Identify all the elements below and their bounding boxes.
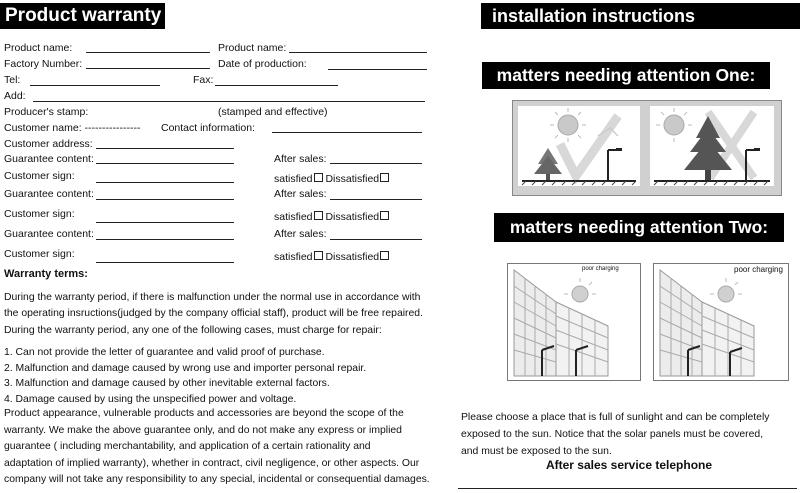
poor-charging-label-1: poor charging [582, 266, 619, 272]
after-sales-phone-field[interactable] [458, 488, 797, 489]
fax-field[interactable] [215, 85, 338, 86]
text-line: During the warranty period, if there is malfunction under the normal use in accordance with [4, 292, 421, 303]
list-item: 4. Damage caused by using the unspecified power and voltage. [4, 393, 297, 405]
dissatisfied-label: Dissatisfied [325, 173, 380, 185]
dissatisfied-checkbox[interactable] [380, 251, 389, 260]
after-sales-field-2[interactable] [330, 199, 422, 200]
attention-two-title: matters needing attention Two: [494, 213, 784, 242]
warranty-paragraph-2 [4, 406, 430, 489]
building-shadow-image-2 [654, 264, 788, 380]
text-line: warranty. We make the above guarantee only, and do not make any express or implied [4, 424, 402, 436]
factory-number-label: Factory Number: [4, 58, 83, 70]
after-sales-field-3[interactable] [330, 239, 422, 240]
customer-sign-label-3: Customer sign: [4, 248, 75, 260]
after-sales-field-1[interactable] [330, 163, 422, 164]
text-line: guarantee ( including merchantability, and application of a certain rationality and [4, 441, 371, 453]
list-item: 3. Malfunction and damage caused by other inevitable external factors. [4, 378, 330, 390]
dissatisfied-label: Dissatisfied [325, 251, 380, 263]
satisfied-label: satisfied [274, 211, 313, 223]
warranty-list [4, 345, 366, 407]
satisfied-label: satisfied [274, 173, 313, 185]
dissatisfied-checkbox[interactable] [380, 173, 389, 182]
product-name-field-1[interactable] [86, 52, 210, 53]
satisfied-checkbox[interactable] [314, 211, 323, 220]
add-label: Add: [4, 90, 26, 102]
poor-charging-panel-1 [507, 263, 641, 381]
text-line: the operating insructions(judged by the company official staff), product will be free repaired. [4, 308, 423, 320]
satisfied-checkbox[interactable] [314, 173, 323, 182]
satisfaction-row-2 [274, 211, 389, 223]
guarantee-content-label-2: Guarantee content: [4, 188, 94, 200]
list-item: 2. Malfunction and damage caused by wrong use and importer personal repair. [4, 362, 367, 374]
correct-placement-image [518, 106, 640, 186]
building-shadow-image-1 [508, 264, 640, 380]
date-of-production-label: Date of production: [218, 58, 307, 70]
dissatisfied-checkbox[interactable] [380, 211, 389, 220]
product-name-field-2[interactable] [289, 52, 427, 53]
text-line: exposed to the sun. Notice that the solar panels must be covered, [461, 429, 764, 440]
attention-one-title: matters needing attention One: [482, 62, 770, 89]
guarantee-content-label-3: Guarantee content: [4, 228, 94, 240]
product-name-label-2: Product name: [218, 42, 287, 54]
after-sales-phone-label: After sales service telephone [545, 458, 713, 472]
guarantee-content-label-1: Guarantee content: [4, 153, 94, 165]
text-line: Product appearance, vulnerable products and accessories are beyond the scope of the [4, 408, 404, 419]
date-of-production-field[interactable] [328, 69, 427, 70]
text-line: and must be exposed to the sun. [461, 446, 612, 457]
customer-sign-field-1[interactable] [96, 182, 234, 183]
installation-note [461, 409, 769, 460]
poor-charging-label-2: poor charging [734, 265, 783, 274]
contact-information-field[interactable] [272, 132, 422, 133]
address-field[interactable] [33, 101, 425, 102]
illustration-correct [518, 106, 640, 186]
after-sales-label-2: After sales: [274, 188, 327, 200]
text-line: During the warranty period, any one of the following cases, must charge for repair: [4, 324, 382, 336]
illustration-wrong [650, 106, 774, 186]
customer-sign-label-1: Customer sign: [4, 170, 75, 182]
customer-name-label: Customer name: ---------------- [4, 122, 141, 134]
customer-sign-field-3[interactable] [96, 262, 234, 263]
customer-sign-field-2[interactable] [96, 222, 234, 223]
warranty-title: Product warranty [0, 3, 165, 29]
customer-address-field[interactable] [96, 148, 234, 149]
poor-charging-panel-2 [653, 263, 789, 381]
stamped-note: (stamped and effective) [218, 106, 328, 118]
dissatisfied-label: Dissatisfied [325, 211, 380, 223]
product-name-label-1: Product name: [4, 42, 73, 54]
satisfaction-row-3 [274, 251, 389, 263]
factory-number-field[interactable] [86, 68, 210, 69]
warranty-terms-title: Warranty terms: [4, 268, 88, 280]
after-sales-label-3: After sales: [274, 228, 327, 240]
guarantee-content-field-2[interactable] [96, 199, 234, 200]
warranty-paragraph-1 [4, 290, 423, 339]
list-item: 1. Can not provide the letter of guarantee and valid proof of purchase. [4, 347, 325, 358]
guarantee-content-field-1[interactable] [96, 163, 234, 164]
satisfaction-row-1 [274, 173, 389, 185]
after-sales-label-1: After sales: [274, 153, 327, 165]
wrong-placement-image [650, 106, 774, 186]
satisfied-label: satisfied [274, 251, 313, 263]
text-line: adaptation of implied warranty), whether in contract, civil negligence, or other aspects. Our [4, 457, 420, 469]
satisfied-checkbox[interactable] [314, 251, 323, 260]
text-line: company will not take any responsibility to any special, incidental or consequential damages. [4, 474, 430, 486]
illustration-panel-one [512, 100, 782, 196]
producers-stamp-label: Producer's stamp: [4, 106, 89, 118]
text-line: Please choose a place that is full of sunlight and can be completely [461, 412, 770, 423]
contact-information-label: Contact information: [161, 122, 255, 134]
guarantee-content-field-3[interactable] [96, 239, 234, 240]
tel-label: Tel: [4, 74, 21, 86]
customer-sign-label-2: Customer sign: [4, 208, 75, 220]
installation-title: installation instructions [481, 3, 800, 29]
customer-address-label: Customer address: [4, 138, 93, 150]
fax-label: Fax: [193, 74, 214, 86]
tel-field[interactable] [30, 85, 160, 86]
